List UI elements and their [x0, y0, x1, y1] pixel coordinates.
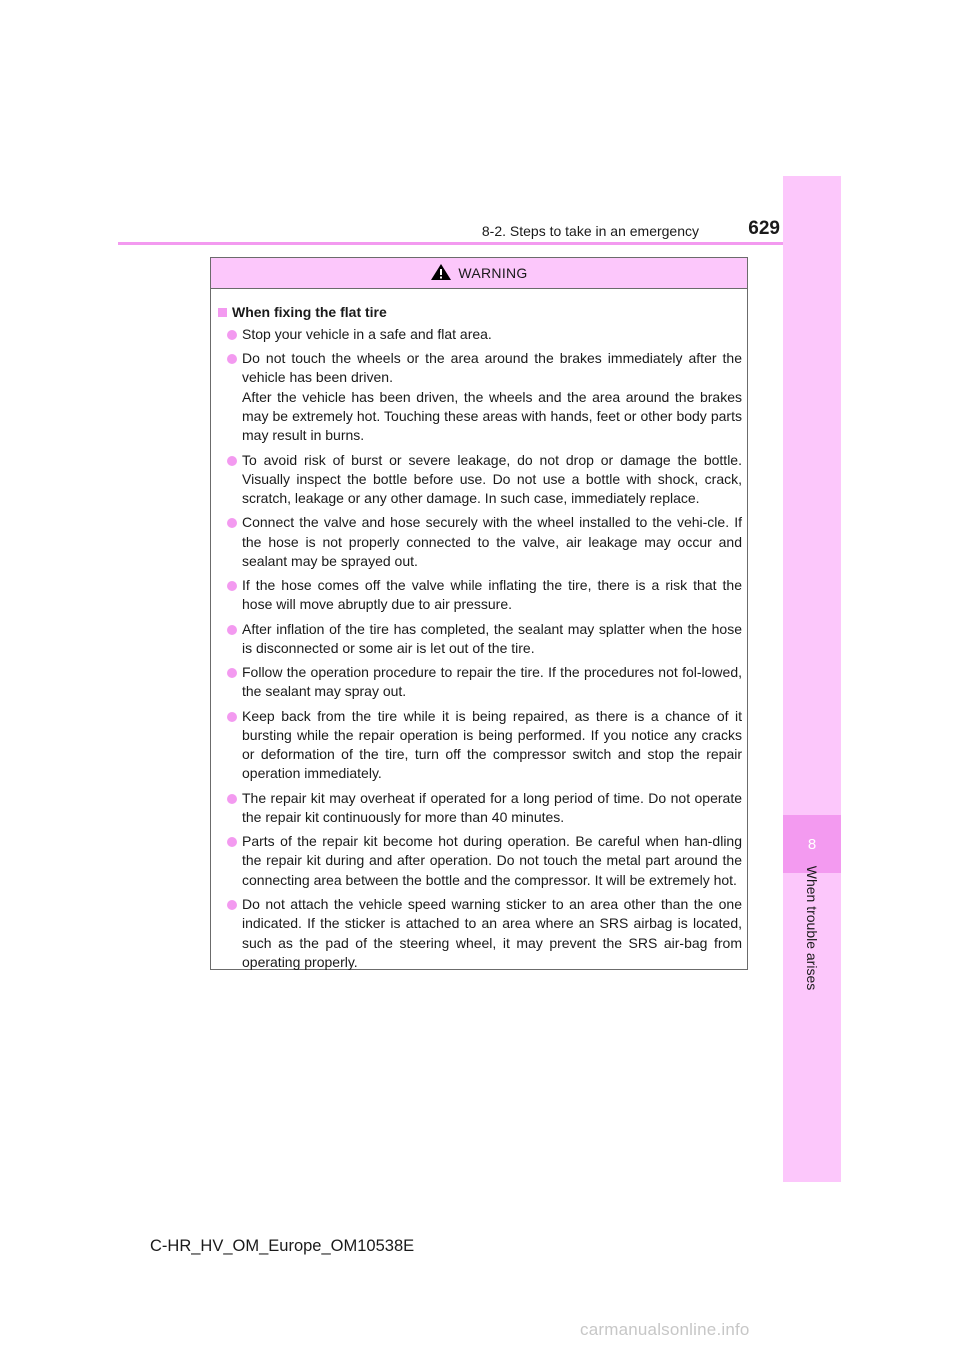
header-rule	[118, 242, 783, 245]
watermark: carmanualsonline.info	[580, 1320, 750, 1339]
list-item	[218, 349, 742, 445]
list-item-text: Do not touch the wheels or the area around the brakes immediately after the vehicle has been driven.	[242, 350, 742, 386]
chapter-number-tab: 8	[783, 815, 841, 873]
warning-header	[211, 258, 747, 289]
round-bullet-icon	[227, 456, 237, 466]
chapter-label: When trouble arises	[804, 865, 820, 991]
round-bullet-icon	[227, 668, 237, 678]
warning-triangle-icon	[430, 263, 452, 281]
round-bullet-icon	[227, 581, 237, 591]
list-item	[218, 663, 742, 702]
list-item-text: Parts of the repair kit become hot during operation. Be careful when han-dling the repair kit during and after operation. Do not touch the metal part around the connecting area between the bottle and the compressor. It will be extremely hot.	[242, 833, 742, 888]
section-title: 8-2. Steps to take in an emergency	[481, 223, 699, 239]
page-number: 629	[748, 218, 780, 239]
list-item-text: To avoid risk of burst or severe leakage, do not drop or damage the bottle. Visually inspect the bottle before use. Do not use a bottle with shock, crack, scratch, leakage or any other damage. In such case, immediately replace.	[242, 451, 742, 507]
list-item-text: Connect the valve and hose securely with the wheel installed to the vehi-cle. If the hose is not properly connected to the valve, air leakage may occur and sealant may be sprayed out.	[242, 514, 742, 569]
list-item	[218, 707, 742, 784]
chapter-side-tab	[783, 176, 841, 1182]
list-item-text: After inflation of the tire has completed, the sealant may splatter when the hose is disconnected or some air is let out of the tire.	[242, 620, 742, 656]
list-item	[218, 576, 742, 615]
list-item-text-continued: After the vehicle has been driven, the wheels and the area around the brakes may be extremely hot. Touching these areas with hands, feet or other body parts may result in burns.	[242, 388, 742, 444]
list-item	[218, 325, 742, 344]
warning-list	[218, 325, 742, 972]
list-item-text: If the hose comes off the valve while inflating the tire, there is a risk that the hose will move abruptly due to air pressure.	[242, 577, 742, 613]
round-bullet-icon	[227, 712, 237, 722]
round-bullet-icon	[227, 837, 237, 847]
list-item	[218, 832, 742, 890]
list-item	[218, 513, 742, 571]
list-item-text: Follow the operation procedure to repair the tire. If the procedures not fol-lowed, the sealant may spray out.	[242, 664, 742, 700]
square-bullet-icon	[218, 308, 227, 317]
round-bullet-icon	[227, 900, 237, 910]
section-heading	[218, 302, 742, 322]
warning-box	[210, 257, 748, 970]
round-bullet-icon	[227, 354, 237, 364]
round-bullet-icon	[227, 518, 237, 528]
list-item-text: Keep back from the tire while it is being repaired, as there is a chance of it bursting while the repair operation is being performed. If you notice any cracks or deformation of the tire, turn off the compressor switch and stop the repair operation immediately.	[242, 707, 742, 782]
list-item	[218, 789, 742, 828]
list-item	[218, 451, 742, 509]
list-item-text: The repair kit may overheat if operated for a long period of time. Do not operate the repair kit continuously for more than 40 minutes.	[242, 789, 742, 825]
round-bullet-icon	[227, 625, 237, 635]
list-item-text: Stop your vehicle in a safe and flat area.	[242, 326, 492, 342]
warning-label: WARNING	[458, 265, 528, 281]
list-item-text: Do not attach the vehicle speed warning sticker to an area other than the one indicated. If the sticker is attached to an area where an SRS airbag is located, such as the pad of the steering wheel, it may prevent the SRS air-bag from operating properly.	[242, 895, 742, 970]
round-bullet-icon	[227, 794, 237, 804]
round-bullet-icon	[227, 330, 237, 340]
warning-content	[211, 289, 747, 972]
document-code: C-HR_HV_OM_Europe_OM10538E	[150, 1237, 415, 1255]
list-item	[218, 620, 742, 659]
section-heading-text: When fixing the flat tire	[232, 304, 387, 320]
list-item	[218, 895, 742, 972]
